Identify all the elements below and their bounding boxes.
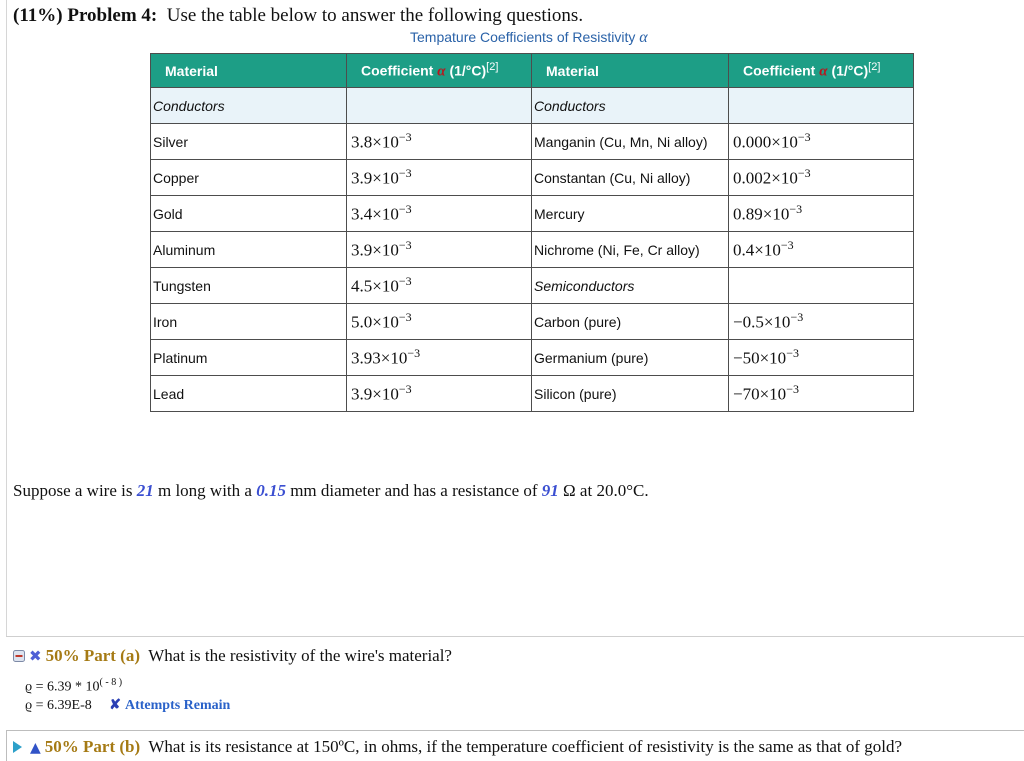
table-body — [151, 88, 914, 412]
table-header-row — [151, 54, 914, 88]
coefficient-cell: $4.5\times 10^{-3}$ — [347, 268, 532, 304]
answer-symbolic: $ϱ = 6.39 * 10^{( - 8 )}$ — [25, 677, 123, 695]
part-divider — [6, 636, 1024, 637]
header-coefficient: Coefficient α (1/°C)[2] — [347, 54, 532, 88]
coefficient-cell — [347, 88, 532, 124]
material-cell: Nichrome (Ni, Fe, Cr alloy) — [532, 232, 729, 268]
coefficient-table — [150, 53, 914, 412]
material-cell: Iron — [151, 304, 347, 340]
table-caption — [410, 29, 648, 47]
problem-statement: Suppose a wire is 21 m long with a 0.15 mm diameter and has a resistance of 91 Ω at 20.0°C. — [13, 481, 649, 500]
coefficient-cell: $0.4\times 10^{-3}$ — [729, 232, 914, 268]
coefficient-cell: $3.9\times 10^{-3}$ — [347, 232, 532, 268]
collapse-icon[interactable] — [13, 650, 25, 662]
x-icon: ✖ — [29, 647, 42, 665]
problem-header — [13, 5, 583, 27]
material-cell: Germanium (pure) — [532, 340, 729, 376]
table-row — [151, 232, 914, 268]
content-frame-border — [6, 0, 7, 636]
coefficient-cell: $3.9\times 10^{-3}$ — [347, 376, 532, 412]
coefficient-cell — [729, 88, 914, 124]
material-cell: Copper — [151, 160, 347, 196]
table-row — [151, 340, 914, 376]
answer-decimal: ϱ = 6.39E-8 ✘ Attempts Remain — [25, 697, 231, 713]
table-row — [151, 196, 914, 232]
table-row — [151, 376, 914, 412]
material-cell: Aluminum — [151, 232, 347, 268]
problem-number: Problem 4: — [67, 5, 158, 26]
material-cell: Silver — [151, 124, 347, 160]
table-row — [151, 160, 914, 196]
coefficient-cell: $3.9\times 10^{-3}$ — [347, 160, 532, 196]
coefficient-cell: $-70\times 10^{-3}$ — [729, 376, 914, 412]
material-cell: Platinum — [151, 340, 347, 376]
given-diameter: 0.15 — [256, 481, 286, 500]
coefficient-cell: $3.4\times 10^{-3}$ — [347, 196, 532, 232]
part-a-header[interactable] — [13, 646, 452, 666]
part-a-question: What is the resistivity of the wire's material? — [148, 646, 452, 665]
coefficient-cell: $3.8\times 10^{-3}$ — [347, 124, 532, 160]
material-cell: Lead — [151, 376, 347, 412]
material-cell: Constantan (Cu, Ni alloy) — [532, 160, 729, 196]
expand-arrow-icon[interactable] — [13, 741, 22, 753]
material-cell: Conductors — [532, 88, 729, 124]
coefficient-cell: $3.93\times 10^{-3}$ — [347, 340, 532, 376]
part-b-label: 50% Part (b) — [44, 737, 141, 756]
problem-instruction: Use the table below to answer the following questions. — [166, 5, 584, 26]
part-b-question: What is its resistance at 150ºC, in ohms, if the temperature coefficient of resistivity is the same as that of gold? — [148, 737, 903, 756]
material-cell: Gold — [151, 196, 347, 232]
material-cell: Semiconductors — [532, 268, 729, 304]
material-cell: Conductors — [151, 88, 347, 124]
coefficient-cell: $5.0\times 10^{-3}$ — [347, 304, 532, 340]
coefficient-cell: $0.000\times 10^{-3}$ — [729, 124, 914, 160]
coefficient-cell: $-0.5\times 10^{-3}$ — [729, 304, 914, 340]
material-cell: Silicon (pure) — [532, 376, 729, 412]
problem-weight: (11%) — [13, 5, 63, 26]
coefficient-cell: $-50\times 10^{-3}$ — [729, 340, 914, 376]
warning-icon: ▲ — [30, 740, 41, 756]
table-caption-text: Tempature Coefficients of Resistivity — [410, 29, 636, 45]
coefficient-cell — [729, 268, 914, 304]
table-row — [151, 268, 914, 304]
material-cell: Mercury — [532, 196, 729, 232]
header-material: Material — [151, 54, 347, 88]
header-coefficient-2: Coefficient α (1/°C)[2] — [729, 54, 914, 88]
given-length: 21 — [136, 481, 154, 500]
part-a-answers — [25, 674, 230, 715]
coefficient-cell: $0.89\times 10^{-3}$ — [729, 196, 914, 232]
material-cell: Tungsten — [151, 268, 347, 304]
attempts-remain: ✘ Attempts Remain — [109, 697, 231, 713]
header-material-2: Material — [532, 54, 729, 88]
table-row — [151, 124, 914, 160]
part-b-header[interactable] — [13, 737, 902, 757]
alpha-symbol: α — [639, 29, 648, 46]
material-cell: Carbon (pure) — [532, 304, 729, 340]
coefficient-cell: $0.002\times 10^{-3}$ — [729, 160, 914, 196]
part-a-label: 50% Part (a) — [45, 646, 140, 665]
table-row — [151, 88, 914, 124]
table-row — [151, 304, 914, 340]
given-resistance: 91 — [541, 481, 559, 500]
material-cell: Manganin (Cu, Mn, Ni alloy) — [532, 124, 729, 160]
